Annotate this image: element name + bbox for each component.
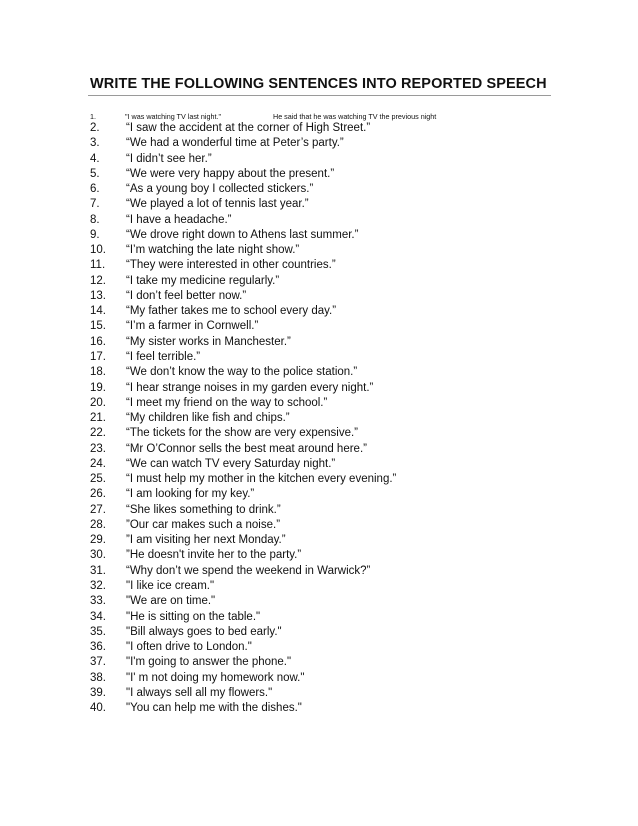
- item-sentence: ”Our car makes such a noise.”: [126, 518, 281, 531]
- item-number: 29.: [90, 534, 106, 547]
- item-sentence: “I meet my friend on the way to school.”: [126, 396, 328, 409]
- item-number: 6.: [90, 183, 100, 196]
- item-number: 26.: [90, 488, 106, 501]
- item-number: 3.: [90, 137, 100, 150]
- title-divider: [88, 95, 551, 96]
- list-item: [0, 167, 638, 182]
- list-item: [0, 472, 638, 487]
- item-number: 16.: [90, 335, 106, 348]
- item-sentence: "I always sell all my flowers.": [126, 686, 273, 699]
- item-number: 15.: [90, 320, 106, 333]
- item-sentence: “We can watch TV every Saturday night.”: [126, 457, 336, 470]
- item-sentence: “My children like fish and chips.”: [126, 412, 290, 425]
- item-number: 4.: [90, 152, 100, 165]
- item-sentence: “I have a headache.”: [126, 213, 232, 226]
- list-item: [0, 228, 638, 243]
- example-answer: He said that he was watching TV the previous night: [273, 112, 437, 121]
- list-item: [0, 197, 638, 212]
- item-number: 18.: [90, 366, 106, 379]
- list-item: [0, 335, 638, 350]
- list-item: [0, 594, 638, 609]
- item-sentence: "He is sitting on the table.": [126, 610, 261, 623]
- list-item: [0, 518, 638, 533]
- item-sentence: "I like ice cream.": [126, 579, 215, 592]
- item-sentence: “They were interested in other countries.”: [126, 259, 336, 272]
- list-item: [0, 121, 638, 136]
- page-title: WRITE THE FOLLOWING SENTENCES INTO REPORTED SPEECH: [90, 76, 547, 92]
- item-sentence: “We don’t know the way to the police station.”: [126, 366, 358, 379]
- item-sentence: “My father takes me to school every day.”: [126, 305, 337, 318]
- item-sentence: “We played a lot of tennis last year.”: [126, 198, 309, 211]
- list-item: [0, 243, 638, 258]
- item-sentence: “The tickets for the show are very expensive.”: [126, 427, 359, 440]
- list-item: [0, 655, 638, 670]
- list-item: [0, 304, 638, 319]
- item-number: 39.: [90, 686, 106, 699]
- item-sentence: “I saw the accident at the corner of High Street.”: [126, 122, 371, 134]
- list-item: [0, 487, 638, 502]
- item-number: 11.: [90, 259, 106, 272]
- list-item: [0, 457, 638, 472]
- list-item: [0, 213, 638, 228]
- item-sentence: "Bill always goes to bed early.": [126, 625, 282, 638]
- list-item: [0, 686, 638, 701]
- item-number: 19.: [90, 381, 106, 394]
- item-sentence: “I must help my mother in the kitchen every evening.”: [126, 473, 397, 486]
- item-number: 25.: [90, 473, 106, 486]
- item-sentence: “My sister works in Manchester.”: [126, 335, 291, 348]
- item-number: 31.: [90, 564, 106, 577]
- list-item: [0, 289, 638, 304]
- item-number: 20.: [90, 396, 106, 409]
- item-number: 22.: [90, 427, 106, 440]
- item-number: 13.: [90, 289, 106, 302]
- list-item: [0, 274, 638, 289]
- item-number: 7.: [90, 198, 100, 211]
- list-item: [0, 411, 638, 426]
- item-sentence: "I often drive to London.": [126, 641, 252, 654]
- list-item: [0, 182, 638, 197]
- list-item: [0, 396, 638, 411]
- item-number: 23.: [90, 442, 106, 455]
- item-sentence: ”I am visiting her next Monday.”: [126, 534, 286, 547]
- example-number: 1.: [90, 112, 96, 121]
- item-number: 21.: [90, 412, 106, 425]
- item-number: 34.: [90, 610, 106, 623]
- item-sentence: “I am looking for my key.”: [126, 488, 255, 501]
- item-sentence: “Mr O’Connor sells the best meat around here.”: [126, 442, 367, 455]
- item-sentence: “I didn’t see her.”: [126, 152, 212, 165]
- list-item: [0, 579, 638, 594]
- item-sentence: ”He doesn't invite her to the party.”: [126, 549, 302, 562]
- list-item: [0, 258, 638, 273]
- item-sentence: “I’m a farmer in Cornwell.”: [126, 320, 259, 333]
- item-number: 12.: [90, 274, 106, 287]
- item-sentence: "We are on time.": [126, 595, 216, 608]
- sentence-list: [0, 121, 638, 716]
- list-item: [0, 701, 638, 716]
- item-sentence: “We drove right down to Athens last summer.”: [126, 228, 359, 241]
- list-item: [0, 152, 638, 167]
- list-item: [0, 381, 638, 396]
- item-number: 17.: [90, 350, 106, 363]
- list-item: [0, 610, 638, 625]
- list-item: [0, 640, 638, 655]
- item-number: 5.: [90, 167, 100, 180]
- item-number: 24.: [90, 457, 106, 470]
- list-item: [0, 136, 638, 151]
- item-sentence: “I feel terrible.”: [126, 350, 201, 363]
- item-number: 37.: [90, 656, 106, 669]
- item-number: 2.: [90, 122, 100, 134]
- item-sentence: “I’m watching the late night show.”: [126, 244, 300, 257]
- item-sentence: "I' m not doing my homework now.": [126, 671, 305, 684]
- list-item: [0, 365, 638, 380]
- item-number: 33.: [90, 595, 106, 608]
- item-number: 36.: [90, 641, 106, 654]
- list-item: [0, 625, 638, 640]
- item-sentence: “I hear strange noises in my garden every night.”: [126, 381, 374, 394]
- list-item: [0, 442, 638, 457]
- item-sentence: “Why don’t we spend the weekend in Warwick?”: [126, 564, 371, 577]
- item-number: 14.: [90, 305, 106, 318]
- item-sentence: “As a young boy I collected stickers.”: [126, 183, 314, 196]
- item-number: 27.: [90, 503, 106, 516]
- item-number: 30.: [90, 549, 106, 562]
- example-sentence: "I was watching TV last night.": [125, 112, 222, 121]
- item-number: 38.: [90, 671, 106, 684]
- item-number: 10.: [90, 244, 106, 257]
- item-sentence: “I don’t feel better now.”: [126, 289, 247, 302]
- list-item: [0, 564, 638, 579]
- list-item: [0, 503, 638, 518]
- item-sentence: “I take my medicine regularly.”: [126, 274, 280, 287]
- item-sentence: “She likes something to drink.”: [126, 503, 281, 516]
- list-item: [0, 533, 638, 548]
- item-sentence: "I'm going to answer the phone.": [126, 656, 292, 669]
- item-sentence: "You can help me with the dishes.": [126, 702, 302, 715]
- item-sentence: “We had a wonderful time at Peter’s party.”: [126, 137, 344, 150]
- item-number: 32.: [90, 579, 106, 592]
- item-number: 9.: [90, 228, 100, 241]
- list-item: [0, 548, 638, 563]
- item-number: 28.: [90, 518, 106, 531]
- item-number: 35.: [90, 625, 106, 638]
- list-item: [0, 350, 638, 365]
- item-sentence: “We were very happy about the present.”: [126, 167, 335, 180]
- item-number: 40.: [90, 702, 106, 715]
- list-item: [0, 426, 638, 441]
- list-item: [0, 671, 638, 686]
- item-number: 8.: [90, 213, 100, 226]
- list-item: [0, 319, 638, 334]
